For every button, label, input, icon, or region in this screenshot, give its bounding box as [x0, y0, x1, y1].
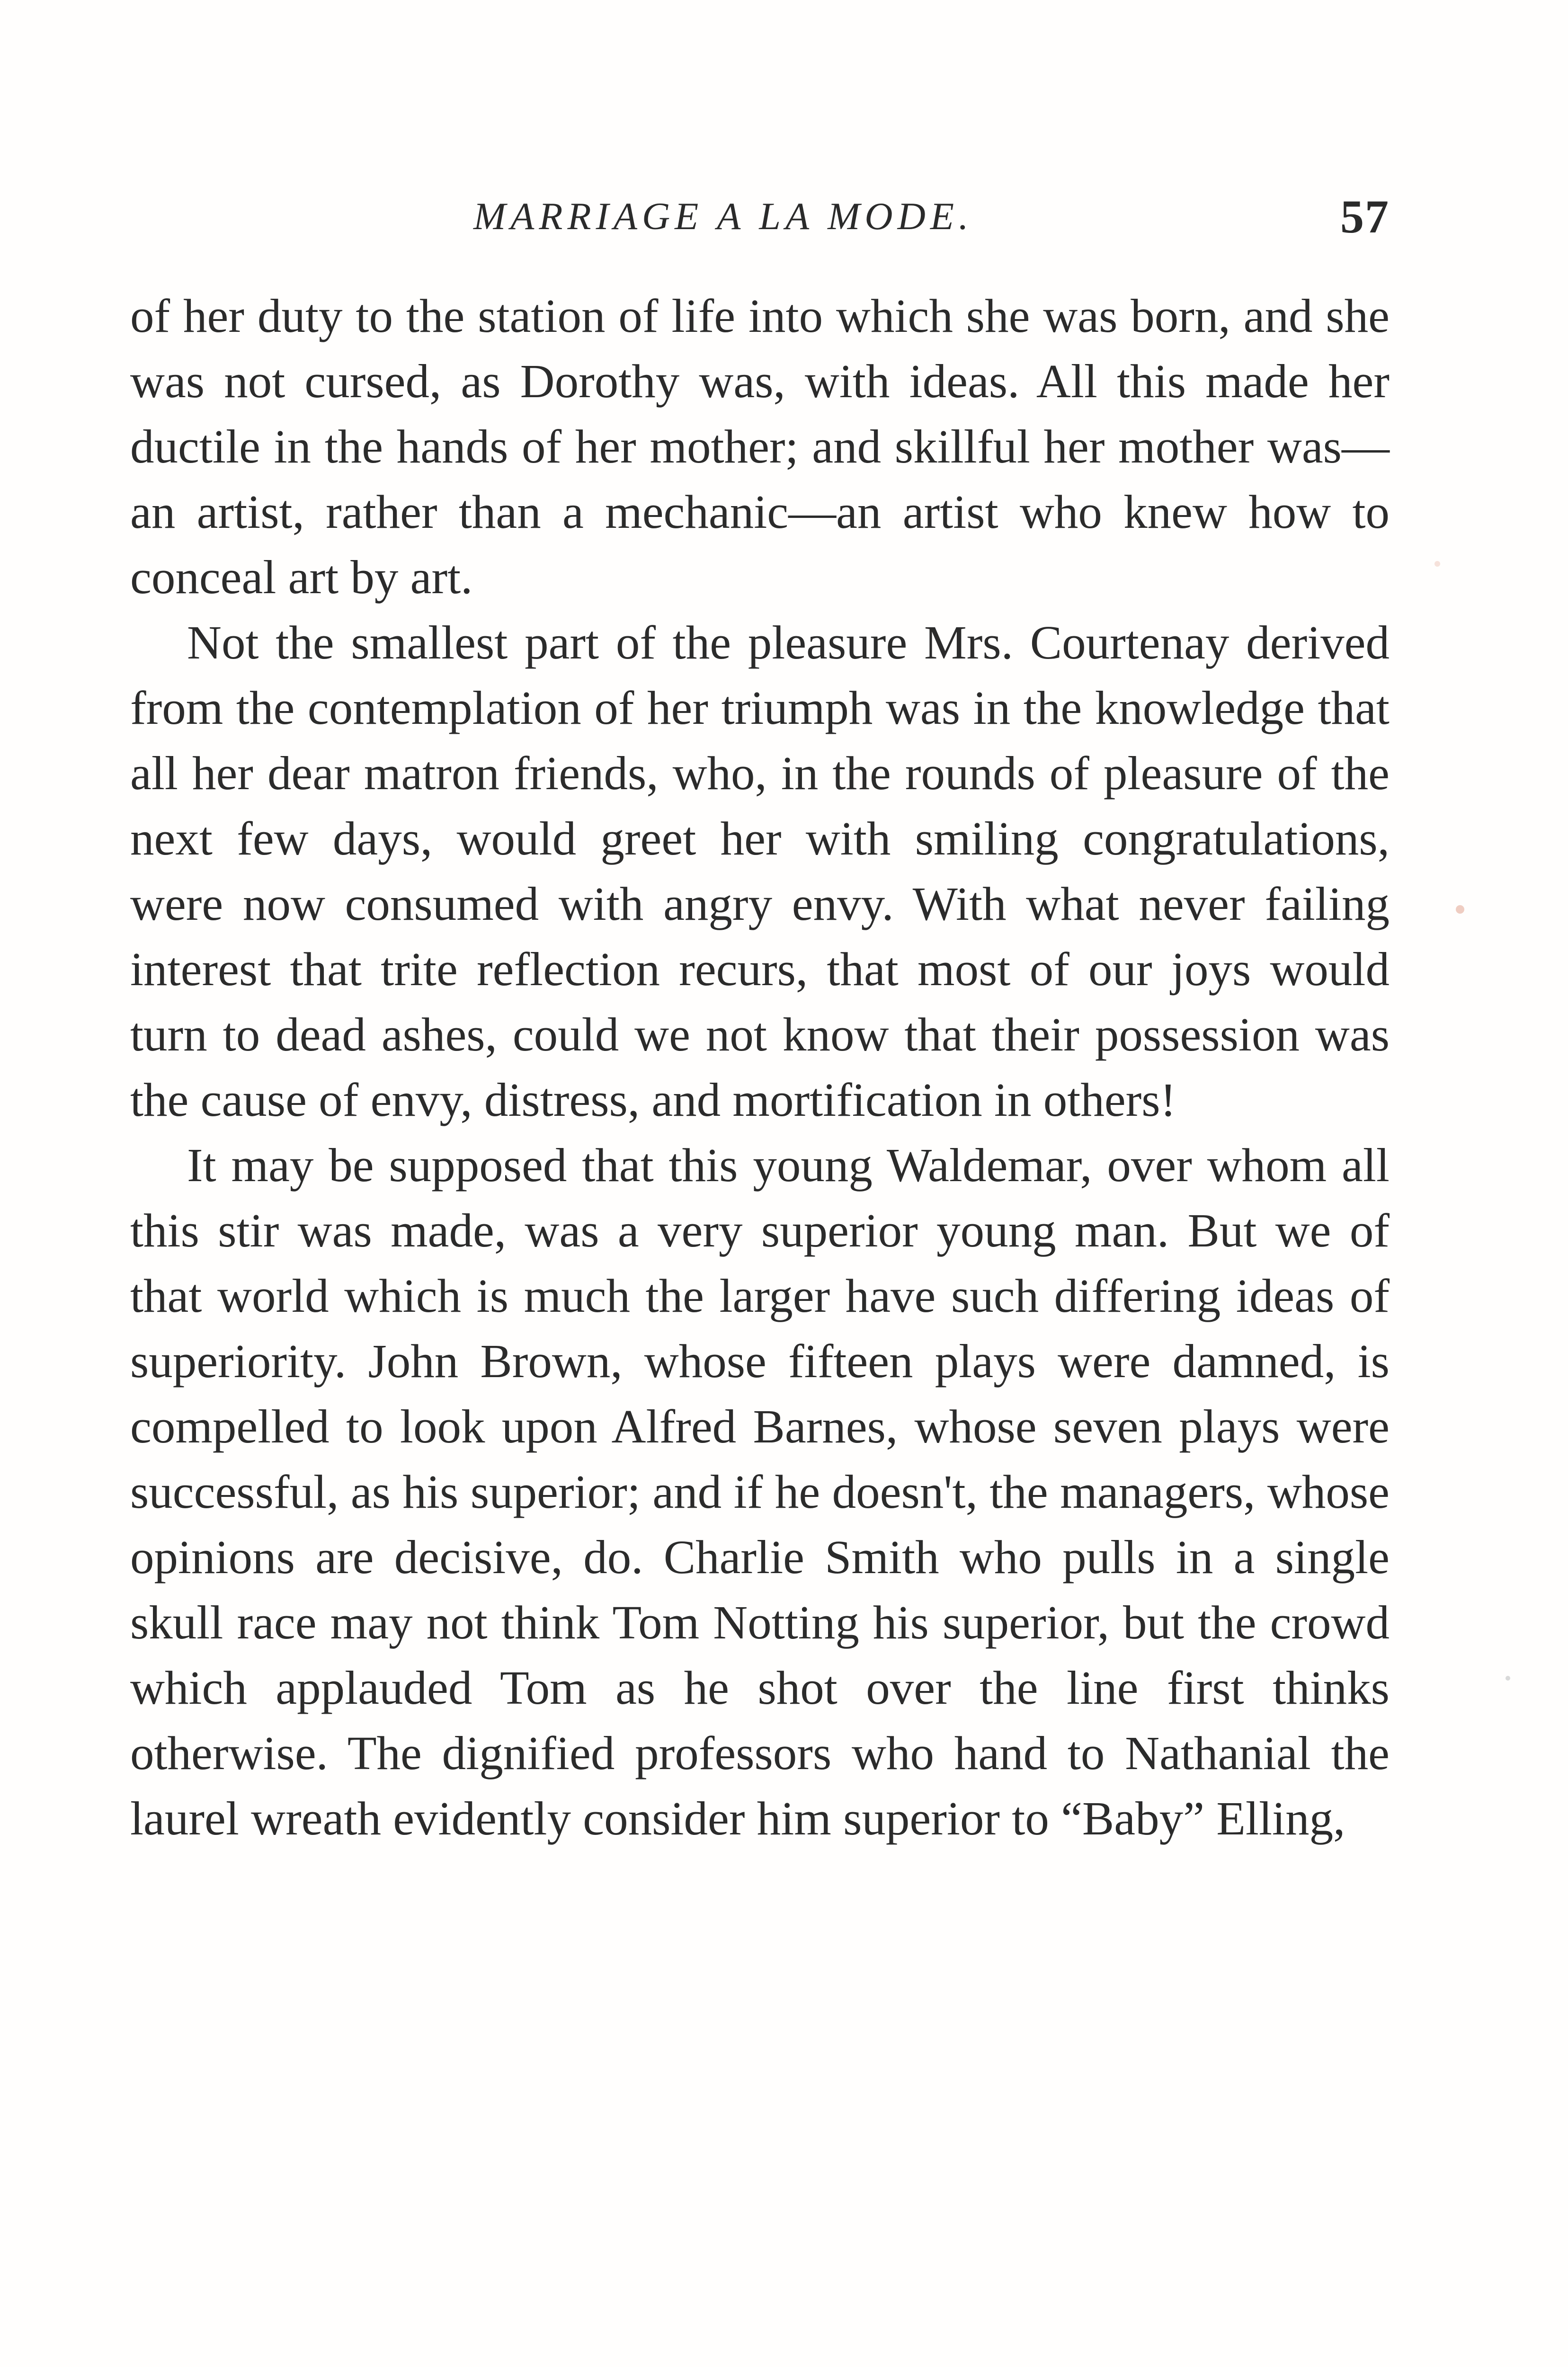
body-text: [130, 283, 1390, 1851]
paper-speck: [1456, 905, 1464, 914]
paragraph-3: It may be supposed that this young Waldemar, over whom all this stir was made, was a very superior young man. But we of that world which is much the larger have such differing ideas of superiority. John Brown, whose fifteen plays were damned, is compelled to look upon Alfred Barnes, whose seven plays were successful, as his superior; and if he doesn't, the managers, whose opinions are decisive, do. Charlie Smith who pulls in a single skull race may not think Tom Notting his superior, but the crowd which applauded Tom as he shot over the line first thinks otherwise. The dignified professors who hand to Nathanial the laurel wreath evidently consider him superior to “Baby” Elling,: [130, 1139, 1390, 1845]
page-number: 57: [1340, 190, 1390, 243]
paper-speck: [1434, 561, 1440, 567]
paragraph-2: Not the smallest part of the pleasure Mrs. Courtenay derived from the contemplation of her triumph was in the knowledge that all her dear matron friends, who, in the rounds of pleasure of the next few days, would greet her with smiling congratulations, were now consumed with angry envy. With what never failing interest that trite reflection recurs, that most of our joys would turn to dead ashes, could we not know that their possession was the cause of envy, distress, and mortification in others!: [130, 616, 1390, 1126]
page-header: [130, 189, 1390, 256]
paper-speck: [1506, 1676, 1510, 1681]
running-title: MARRIAGE A LA MODE.: [473, 195, 973, 238]
paragraph-1: of her duty to the station of life into which she was born, and she was not cursed, as Dorothy was, with ideas. All this made her ductile in the hands of her mother; and skillful her mother was—an artist, rather than a mechanic—an artist who knew how to conceal art by art.: [130, 289, 1390, 604]
